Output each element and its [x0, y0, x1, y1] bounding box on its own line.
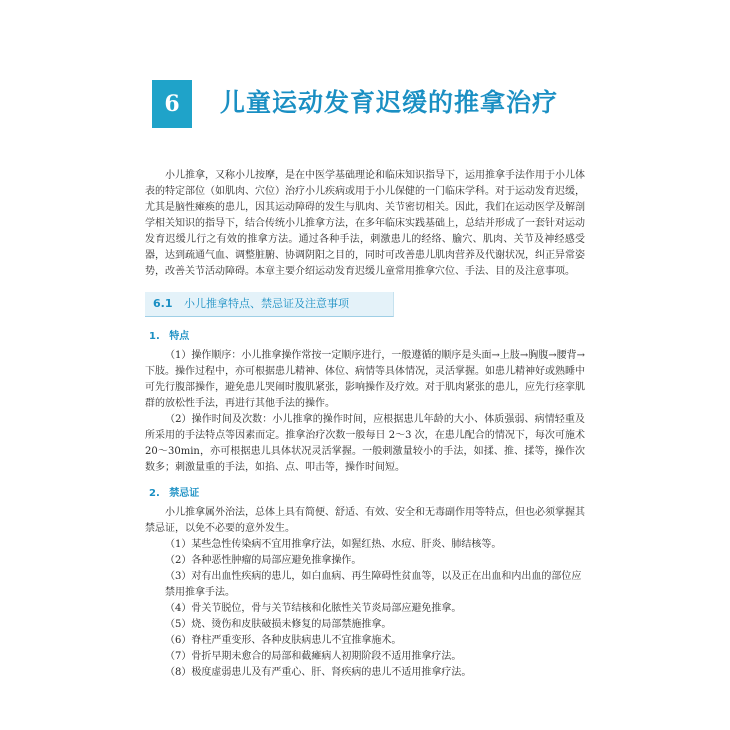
features-paragraph-1: （1）操作顺序：小儿推拿操作常按一定顺序进行，一般遵循的顺序是头面→上肢→胸腹→腰背→下肢。操作过程中，亦可根据患儿精神、体位、病情等具体情况，灵活掌握。如患儿精神好或熟睡中可先行腹部操作，避免患儿哭闹时腹肌紧张，影响操作及疗效。对于肌肉紧张的患儿，应先行痉挛肌群的放松性手法，再进行其他手法的操作。	[145, 350, 585, 409]
features-paragraph-2: （2）操作时间及次数：小儿推拿的操作时间，应根据患儿年龄的大小、体质强弱、病情轻重及所采用的手法特点等因素而定。推拿治疗次数一般每日 2～3 次，在患儿配合的情况下，每次可施术 20～30min，亦可根据患儿具体状况灵活掌握。一般刺激量较小的手法，如揉、推、揉等，操作次数多；刺激量重的手法，如掐、点、叩击等，操作时间短。	[145, 414, 585, 473]
contraindication-item: （2）各种恶性肿瘤的局部应避免推拿操作。	[165, 555, 362, 566]
section-number: 6.1	[153, 297, 173, 310]
chapter-number-box: 6	[152, 80, 192, 128]
sub-heading-number: 2.	[149, 488, 160, 499]
contraindication-item: （7）骨折早期未愈合的局部和截瘫病人初期阶段不适用推拿疗法。	[165, 651, 462, 662]
section-banner	[145, 292, 394, 317]
contraindications-paragraph: 小儿推拿属外治法，总体上具有简便、舒适、有效、安全和无毒副作用等特点，但也必须掌握其禁忌证，以免不必要的意外发生。	[145, 507, 585, 534]
sub-heading-features	[149, 327, 585, 342]
chapter-header	[152, 80, 592, 128]
chapter-title: 儿童运动发育迟缓的推拿治疗	[220, 88, 559, 117]
page-content	[145, 168, 585, 681]
contraindication-item: （8）极度虚弱患儿及有严重心、肝、肾疾病的患儿不适用推拿疗法。	[165, 667, 472, 678]
intro-paragraph: 小儿推拿，又称小儿按摩，是在中医学基础理论和临床知识指导下，运用推拿手法作用于小儿体表的特定部位（如肌肉、穴位）治疗小儿疾病或用于小儿保健的一门临床学科。对于运动发育迟缓，尤其是脑性瘫痪的患儿，因其运动障碍的发生与肌肉、关节密切相关。因此，我们在运动医学及解剖学相关知识的指导下，结合传统小儿推拿方法，在多年临床实践基础上，总结并形成了一套针对运动发育迟缓儿行之有效的推拿方法。通过各种手法，刺激患儿的经络、腧穴、肌肉、关节及神经感受器，达到疏通气血、调整脏腑、协调阴阳之目的，同时可改善患儿肌肉营养及代谢状况，纠正异常姿势，改善关节活动障碍。本章主要介绍运动发育迟缓儿童常用推拿穴位、手法、目的及注意事项。	[145, 170, 585, 277]
contraindication-item: （6）脊柱严重变形、各种皮肤病患儿不宜推拿施术。	[165, 635, 402, 646]
contraindication-item: （3）对有出血性疾病的患儿，如白血病、再生障碍性贫血等，以及正在出血和内出血的部位应禁用推拿手法。	[165, 571, 582, 598]
section-title: 小儿推拿特点、禁忌证及注意事项	[184, 297, 349, 310]
sub-heading-number: 1.	[149, 331, 160, 342]
contraindication-item: （1）某些急性传染病不宜用推拿疗法，如猩红热、水痘、肝炎、肺结核等。	[165, 539, 502, 550]
sub-heading-text: 特点	[169, 331, 190, 342]
contraindication-item: （5）烧、烫伤和皮肤破损未修复的局部禁施推拿。	[165, 619, 392, 630]
sub-heading-text: 禁忌证	[169, 488, 200, 499]
contraindication-item: （4）骨关节脱位，骨与关节结核和化脓性关节炎局部应避免推拿。	[165, 603, 462, 614]
sub-heading-contraindications	[149, 484, 585, 499]
